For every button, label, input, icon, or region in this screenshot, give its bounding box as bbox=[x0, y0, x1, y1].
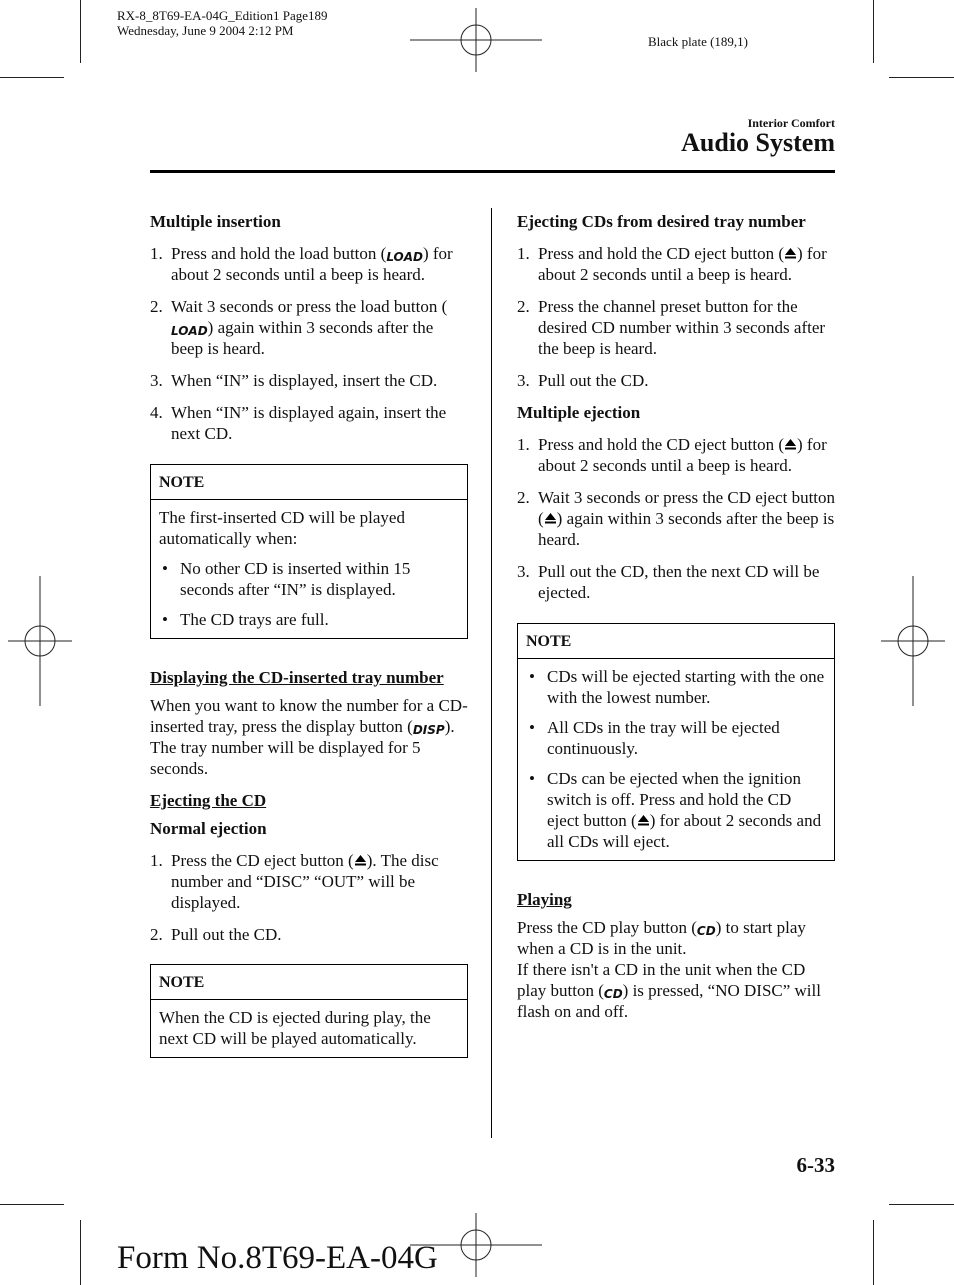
para-text: ) to start play when a CD is in the unit. bbox=[517, 918, 806, 958]
ejecting-cd-heading: Ejecting the CD bbox=[150, 791, 267, 810]
crop-mark bbox=[889, 1204, 954, 1205]
step-number: 2. bbox=[517, 488, 530, 507]
load-icon: LOAD bbox=[171, 324, 208, 338]
note-body bbox=[518, 659, 834, 860]
step-text: ) again within 3 seconds after the beep is heard. bbox=[538, 509, 835, 549]
eject-icon bbox=[784, 438, 797, 451]
step-number: 1. bbox=[150, 244, 163, 263]
crop-mark bbox=[873, 0, 874, 63]
step-number: 1. bbox=[150, 851, 163, 870]
form-number: Form No.8T69-EA-04G bbox=[117, 1240, 438, 1276]
eject-icon bbox=[544, 512, 557, 525]
right-column bbox=[517, 211, 835, 1022]
normal-ejection-steps bbox=[150, 850, 468, 945]
step-text: ) for about 2 seconds until a beep is heard. bbox=[538, 435, 827, 475]
multiple-ejection-heading: Multiple ejection bbox=[517, 403, 641, 422]
step-number: 3. bbox=[517, 562, 530, 581]
page-number: 6-33 bbox=[796, 1153, 835, 1177]
step-text: Pull out the CD. bbox=[171, 925, 282, 944]
multiple-insertion-steps bbox=[150, 243, 468, 444]
left-column bbox=[150, 211, 468, 1086]
step-text: Pull out the CD, then the next CD will be ejected. bbox=[538, 562, 820, 602]
note-bullet: • CDs can be ejected when the ignition switch is off. Press and hold the CD eject button ( ) for about 2 seconds and all CDs will eject. bbox=[529, 769, 822, 851]
para-text: When you want to know the number for a CD-inserted tray, press the display button ( bbox=[150, 696, 468, 736]
step-text: Press and hold the load button ( bbox=[171, 244, 387, 263]
crop-mark bbox=[80, 0, 81, 63]
bullet-text: ) for about 2 seconds and all CDs will eject. bbox=[547, 811, 822, 851]
playing-paragraph bbox=[517, 917, 835, 1022]
list-item bbox=[517, 487, 835, 550]
multiple-insertion-heading: Multiple insertion bbox=[150, 212, 281, 231]
disp-icon: DISP bbox=[412, 723, 445, 737]
section-label: Interior Comfort bbox=[747, 116, 835, 130]
step-number: 1. bbox=[517, 435, 530, 454]
note-intro: The first-inserted CD will be played automatically when: bbox=[159, 508, 405, 548]
multiple-ejection-steps bbox=[517, 434, 835, 603]
step-number: 3. bbox=[517, 371, 530, 390]
note-box bbox=[150, 464, 468, 639]
crop-mark bbox=[873, 1220, 874, 1285]
list-item bbox=[150, 243, 468, 285]
eject-icon bbox=[784, 247, 797, 260]
crop-mark bbox=[0, 77, 64, 78]
note-box bbox=[517, 623, 835, 861]
note-bullet: • The CD trays are full. bbox=[162, 610, 329, 629]
step-text: ). The disc number and “DISC” “OUT” will be displayed. bbox=[171, 851, 439, 912]
list-item bbox=[517, 243, 835, 285]
print-date: Wednesday, June 9 2004 2:12 PM bbox=[117, 23, 294, 38]
step-text: ) for about 2 seconds until a beep is heard. bbox=[171, 244, 453, 284]
note-label: NOTE bbox=[151, 965, 467, 1000]
bullet-text: CDs will be ejected starting with the one with the lowest number. bbox=[547, 667, 825, 707]
step-number: 2. bbox=[150, 925, 163, 944]
registration-mark bbox=[8, 576, 72, 706]
page-title: Audio System bbox=[681, 128, 835, 157]
display-paragraph bbox=[150, 695, 468, 779]
list-item bbox=[150, 924, 468, 945]
crop-mark bbox=[80, 1220, 81, 1285]
crop-mark bbox=[889, 77, 954, 78]
doc-id: RX-8_8T69-EA-04G_Edition1 Page189 bbox=[117, 8, 328, 23]
note-bullet: • All CDs in the tray will be ejected continuously. bbox=[529, 718, 780, 758]
note-body: When the CD is ejected during play, the next CD will be played automatically. bbox=[159, 1008, 431, 1048]
note-body bbox=[151, 500, 467, 638]
para-text: If there isn't a CD in the unit when the CD play button ( bbox=[517, 960, 806, 1000]
step-number: 2. bbox=[517, 297, 530, 316]
note-bullet: • CDs will be ejected starting with the one with the lowest number. bbox=[529, 667, 825, 707]
note-label: NOTE bbox=[518, 624, 834, 659]
step-text: ) again within 3 seconds after the beep is heard. bbox=[171, 318, 434, 358]
step-text: Wait 3 seconds or press the load button ( bbox=[171, 297, 448, 316]
eject-icon bbox=[637, 814, 650, 827]
desired-tray-steps bbox=[517, 243, 835, 391]
list-item bbox=[150, 370, 468, 391]
crop-mark bbox=[0, 1204, 64, 1205]
bullet-text: CDs can be ejected when the ignition switch is off. Press and hold the CD eject button ( bbox=[547, 769, 801, 830]
list-item bbox=[517, 434, 835, 476]
title-rule bbox=[150, 170, 835, 173]
list-item bbox=[150, 402, 468, 444]
bullet-text: All CDs in the tray will be ejected continuously. bbox=[547, 718, 780, 758]
note-box bbox=[150, 964, 468, 1058]
registration-mark bbox=[881, 576, 945, 706]
load-icon: LOAD bbox=[386, 250, 423, 264]
plate-label: Black plate (189,1) bbox=[648, 34, 748, 49]
step-text: ) for about 2 seconds until a beep is heard. bbox=[538, 244, 827, 284]
step-text: Press the CD eject button ( bbox=[171, 851, 354, 870]
note-bullets bbox=[159, 558, 459, 630]
step-text: Press and hold the CD eject button ( bbox=[538, 435, 784, 454]
note-label: NOTE bbox=[151, 465, 467, 500]
bullet-text: No other CD is inserted within 15 seconds after “IN” is displayed. bbox=[180, 559, 411, 599]
bullet-text: The CD trays are full. bbox=[180, 610, 329, 629]
step-text: Press and hold the CD eject button ( bbox=[538, 244, 784, 263]
para-text: ) is pressed, “NO DISC” will flash on and off. bbox=[517, 981, 821, 1021]
step-text: Press the channel preset button for the desired CD number within 3 seconds after the beep is heard. bbox=[538, 297, 826, 358]
step-text: When “IN” is displayed again, insert the next CD. bbox=[171, 403, 447, 443]
registration-mark bbox=[410, 8, 542, 72]
normal-ejection-heading: Normal ejection bbox=[150, 819, 267, 838]
desired-tray-heading: Ejecting CDs from desired tray number bbox=[517, 212, 806, 231]
list-item bbox=[150, 296, 468, 359]
column-divider bbox=[491, 208, 492, 1138]
list-item bbox=[517, 296, 835, 359]
note-bullets bbox=[526, 666, 826, 852]
playing-heading: Playing bbox=[517, 890, 572, 909]
display-tray-heading: Displaying the CD-inserted tray number bbox=[150, 668, 444, 687]
step-text: When “IN” is displayed, insert the CD. bbox=[171, 371, 438, 390]
print-header bbox=[117, 8, 328, 38]
list-item bbox=[517, 370, 835, 391]
cd-icon: CD bbox=[696, 924, 716, 938]
para-text: ). The tray number will be displayed for 5 seconds. bbox=[150, 717, 455, 778]
step-text: Wait 3 seconds or press the CD eject button ( bbox=[538, 488, 836, 528]
note-bullet: • No other CD is inserted within 15 seconds after “IN” is displayed. bbox=[162, 559, 411, 599]
step-number: 1. bbox=[517, 244, 530, 263]
step-number: 2. bbox=[150, 297, 163, 316]
list-item bbox=[517, 561, 835, 603]
eject-icon bbox=[354, 854, 367, 867]
cd-icon: CD bbox=[603, 987, 623, 1001]
list-item bbox=[150, 850, 468, 913]
step-number: 4. bbox=[150, 403, 163, 422]
step-text: Pull out the CD. bbox=[538, 371, 649, 390]
para-text: Press the CD play button ( bbox=[517, 918, 697, 937]
step-number: 3. bbox=[150, 371, 163, 390]
